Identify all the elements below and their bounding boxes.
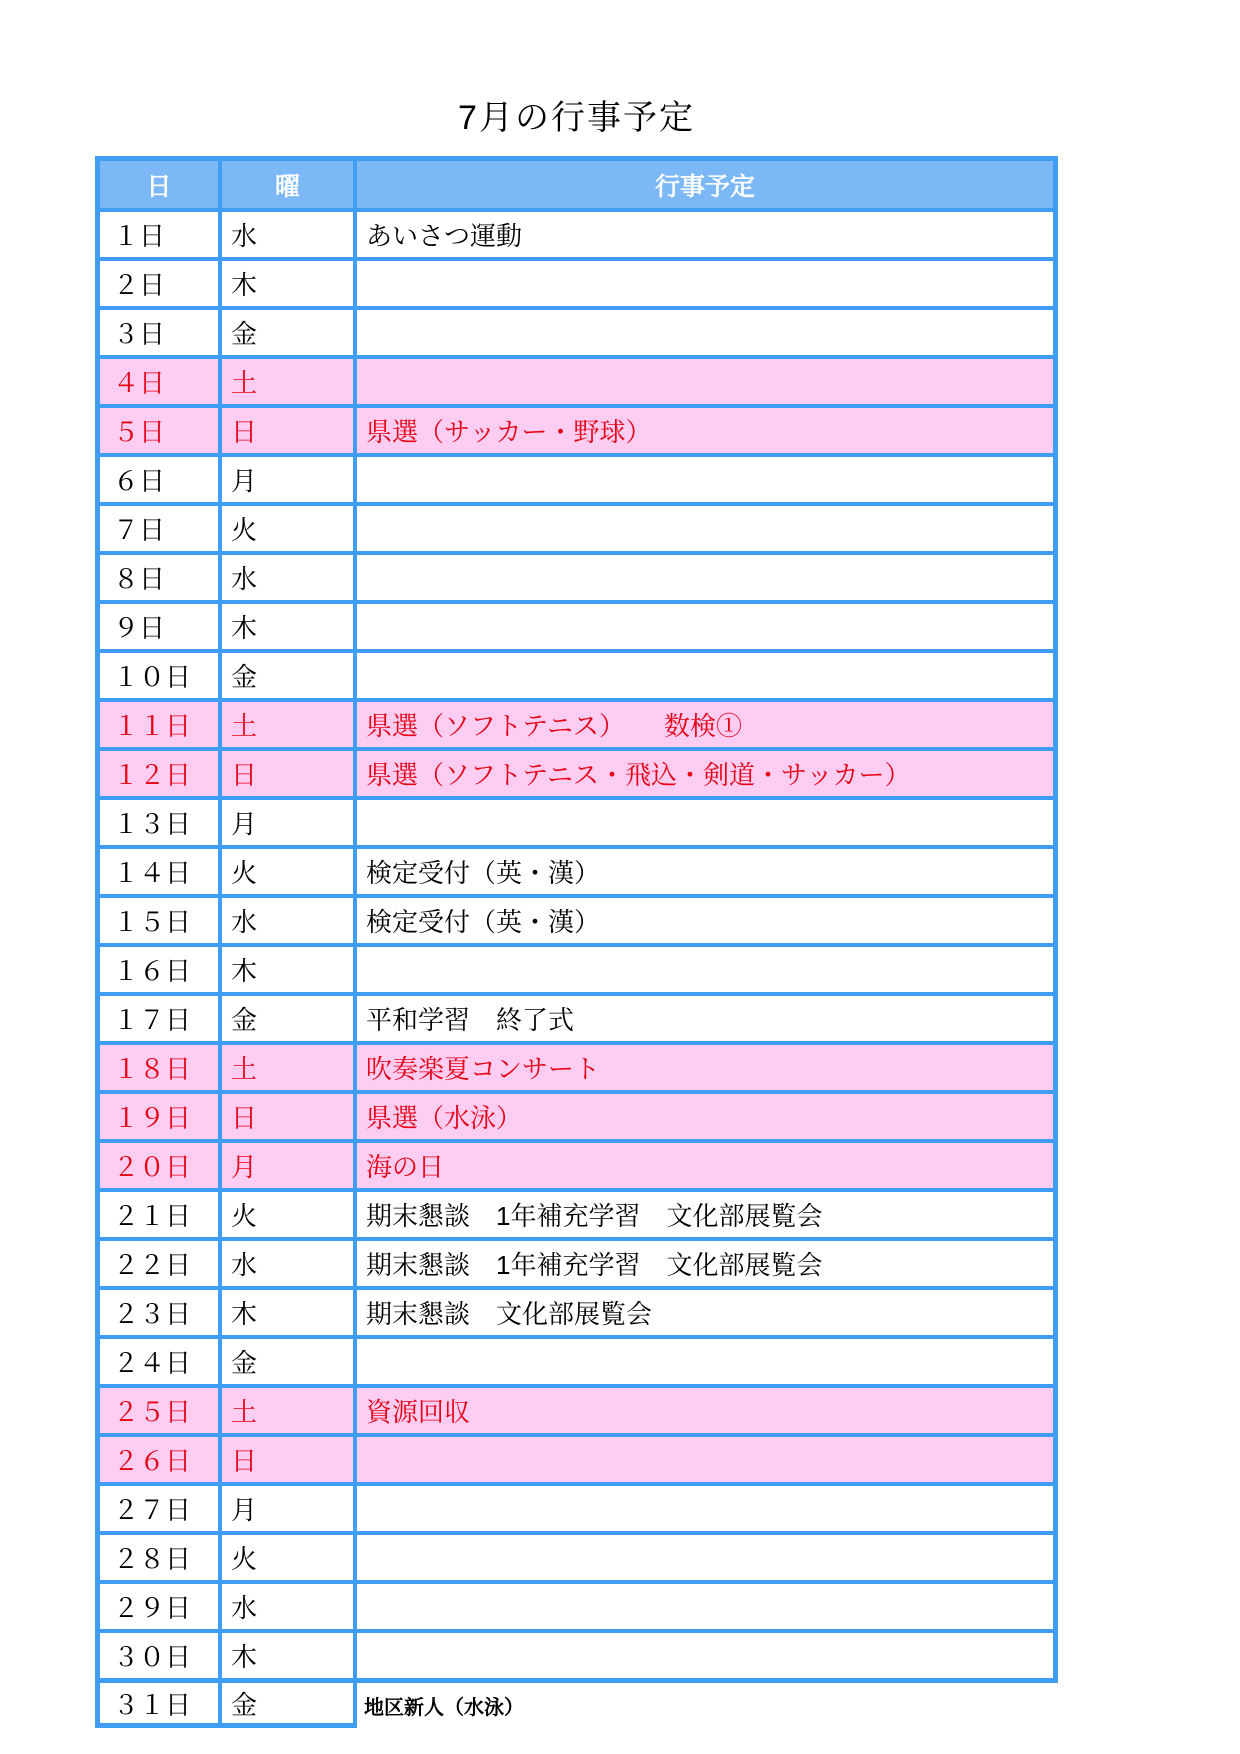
page-title: 7月の行事予定: [458, 99, 695, 137]
event-cell: [357, 653, 1053, 698]
header-day: 日: [100, 161, 222, 208]
table-row: [100, 1437, 1053, 1486]
weekday-cell: 月: [222, 1143, 357, 1188]
event-cell: 平和学習 終了式: [366, 1005, 575, 1035]
day-cell: ７日: [100, 506, 222, 551]
weekday-cell: 木: [222, 947, 357, 992]
table-row: [100, 1535, 1053, 1584]
day-cell: １７日: [100, 996, 222, 1041]
weekday-cell: 月: [222, 800, 357, 845]
event-cell: 期末懇談 1年補充学習 文化部展覧会: [366, 1201, 823, 1231]
table-row: [100, 310, 1053, 359]
table-row: [100, 1339, 1053, 1388]
weekday-cell: 金: [222, 310, 357, 355]
table-row: [100, 1584, 1053, 1633]
event-cell: 海の日: [366, 1152, 445, 1182]
event-cell: 検定受付（英・漢）: [366, 907, 601, 937]
table-row: [100, 800, 1053, 849]
day-cell: １８日: [100, 1045, 222, 1090]
event-cell: 検定受付（英・漢）: [366, 858, 601, 888]
weekday-cell: 土: [222, 702, 357, 747]
weekday-cell: 金: [222, 1339, 357, 1384]
day-cell: ２２日: [100, 1241, 222, 1286]
table-row: [100, 1241, 1053, 1290]
weekday-cell: 土: [222, 359, 357, 404]
event-cell: [357, 506, 1053, 551]
day-cell: ２４日: [100, 1339, 222, 1384]
weekday-cell: 土: [222, 1388, 357, 1433]
weekday-cell: 木: [222, 1633, 357, 1678]
event-cell: [357, 1437, 1053, 1482]
table-row: [100, 1094, 1053, 1143]
weekday-cell: 木: [222, 261, 357, 306]
day-cell: ３１日: [95, 1683, 222, 1728]
day-cell: ２０日: [100, 1143, 222, 1188]
day-cell: ３日: [100, 310, 222, 355]
weekday-cell: 水: [222, 555, 357, 600]
event-cell: [357, 1486, 1053, 1531]
day-cell: ２１日: [100, 1192, 222, 1237]
weekday-cell: 土: [222, 1045, 357, 1090]
table-row: [100, 359, 1053, 408]
event-cell: [357, 947, 1053, 992]
schedule-table: [95, 156, 1058, 1728]
table-row: [100, 1143, 1053, 1192]
weekday-cell: 木: [222, 604, 357, 649]
event-cell: [357, 555, 1053, 600]
weekday-cell: 水: [222, 1584, 357, 1629]
event-cell: 県選（ソフトテニス・飛込・剣道・サッカー）: [366, 760, 911, 790]
weekday-cell: 火: [222, 849, 357, 894]
event-cell: [357, 1339, 1053, 1384]
event-cell: [357, 1633, 1053, 1678]
weekday-cell: 日: [222, 751, 357, 796]
table-row: [100, 506, 1053, 555]
table-row: [100, 898, 1053, 947]
day-cell: １４日: [100, 849, 222, 894]
weekday-cell: 月: [222, 457, 357, 502]
weekday-cell: 金: [222, 996, 357, 1041]
table-row: [100, 849, 1053, 898]
event-cell: 県選（水泳）: [366, 1103, 523, 1133]
event-cell: 県選（サッカー・野球）: [366, 417, 652, 447]
day-cell: ２９日: [100, 1584, 222, 1629]
table-row: [100, 751, 1053, 800]
event-cell: [357, 261, 1053, 306]
day-cell: ２５日: [100, 1388, 222, 1433]
table-row: [100, 947, 1053, 996]
table-row: [100, 1290, 1053, 1339]
table-row: [100, 996, 1053, 1045]
weekday-cell: 金: [222, 1683, 357, 1728]
event-cell: [357, 310, 1053, 355]
table-row: [100, 604, 1053, 653]
event-cell: [357, 800, 1053, 845]
schedule-table-body: [95, 156, 1058, 1683]
day-cell: ５日: [100, 408, 222, 453]
day-cell: １２日: [100, 751, 222, 796]
day-cell: ２日: [100, 261, 222, 306]
event-cell: [357, 604, 1053, 649]
table-row: [100, 555, 1053, 604]
table-row: [100, 1045, 1053, 1094]
weekday-cell: 水: [222, 212, 357, 257]
weekday-cell: 火: [222, 1535, 357, 1580]
weekday-cell: 月: [222, 1486, 357, 1531]
day-cell: １０日: [100, 653, 222, 698]
event-cell: [357, 1535, 1053, 1580]
day-cell: １１日: [100, 702, 222, 747]
day-cell: １９日: [100, 1094, 222, 1139]
event-cell: [357, 359, 1053, 404]
day-cell: １６日: [100, 947, 222, 992]
day-cell: １３日: [100, 800, 222, 845]
table-row: [100, 457, 1053, 506]
event-cell: あいさつ運動: [366, 221, 523, 251]
table-row: [100, 702, 1053, 751]
day-cell: ８日: [100, 555, 222, 600]
table-row: [100, 408, 1053, 457]
event-cell: 地区新人（水泳）: [364, 1697, 524, 1719]
weekday-cell: 火: [222, 506, 357, 551]
table-row: [100, 1486, 1053, 1535]
table-row: [100, 261, 1053, 310]
day-cell: ２６日: [100, 1437, 222, 1482]
weekday-cell: 日: [222, 1437, 357, 1482]
weekday-cell: 日: [222, 408, 357, 453]
header-weekday: 曜: [222, 161, 357, 208]
day-cell: ９日: [100, 604, 222, 649]
day-cell: ４日: [100, 359, 222, 404]
table-row: [100, 1388, 1053, 1437]
event-cell: 資源回収: [366, 1397, 471, 1427]
event-cell: [357, 457, 1053, 502]
weekday-cell: 水: [222, 1241, 357, 1286]
day-cell: ６日: [100, 457, 222, 502]
day-cell: １日: [100, 212, 222, 257]
day-cell: ３０日: [100, 1633, 222, 1678]
schedule-table-lastrow-host: [95, 1683, 1058, 1728]
event-cell: 期末懇談 文化部展覧会: [366, 1299, 653, 1329]
table-header-row: [100, 161, 1053, 212]
event-cell: 県選（ソフトテニス） 数検①: [366, 711, 742, 741]
day-cell: ２３日: [100, 1290, 222, 1335]
weekday-cell: 水: [222, 898, 357, 943]
weekday-cell: 火: [222, 1192, 357, 1237]
table-row: [100, 1633, 1053, 1678]
weekday-cell: 日: [222, 1094, 357, 1139]
table-row: [100, 212, 1053, 261]
day-cell: ２８日: [100, 1535, 222, 1580]
table-row: [100, 653, 1053, 702]
weekday-cell: 木: [222, 1290, 357, 1335]
table-row: [100, 1192, 1053, 1241]
event-cell: 吹奏楽夏コンサート: [366, 1054, 601, 1084]
event-cell: 期末懇談 1年補充学習 文化部展覧会: [366, 1250, 823, 1280]
event-cell: [357, 1584, 1053, 1629]
table-row: [95, 1683, 1058, 1728]
day-cell: １５日: [100, 898, 222, 943]
day-cell: ２７日: [100, 1486, 222, 1531]
weekday-cell: 金: [222, 653, 357, 698]
header-events: 行事予定: [654, 172, 755, 201]
